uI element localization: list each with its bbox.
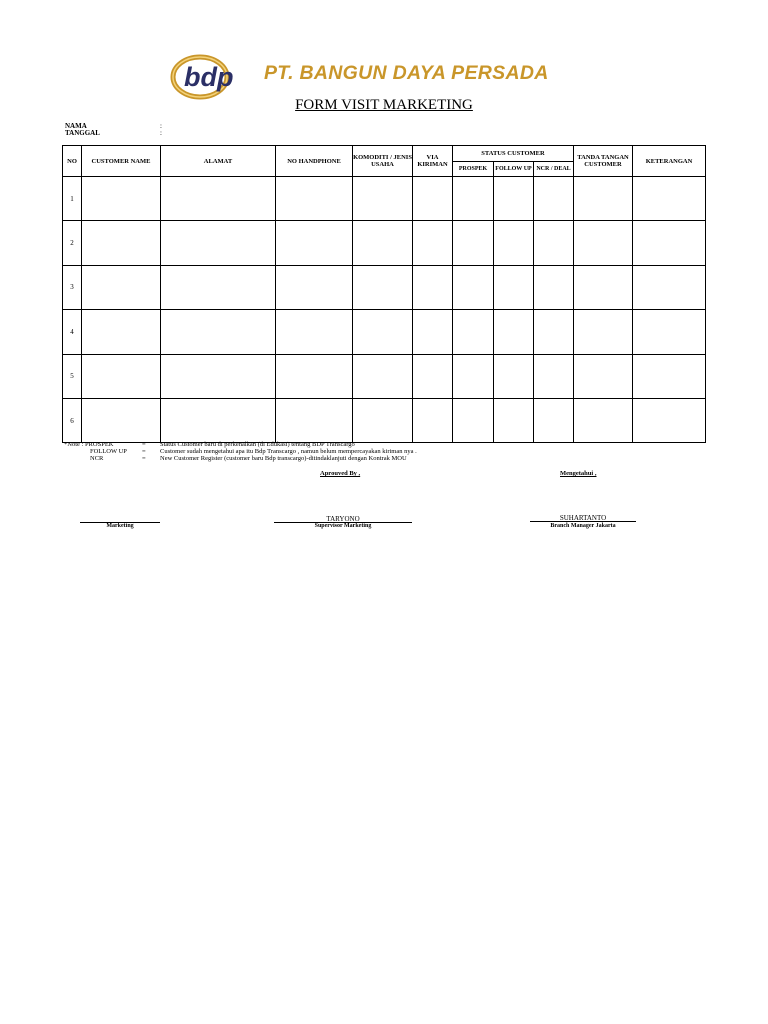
- company-name: PT. BANGUN DAYA PERSADA: [264, 62, 549, 84]
- tanggal-field: [65, 129, 162, 137]
- note-key: FOLLOW UP: [90, 448, 127, 456]
- row-number: 2: [63, 221, 82, 265]
- cell-follow-up[interactable]: [494, 310, 534, 354]
- cell-prospek[interactable]: [453, 177, 494, 221]
- cell-tanda-tangan[interactable]: [574, 177, 633, 221]
- form-title: FORM VISIT MARKETING: [295, 97, 473, 113]
- cell-no-handphone[interactable]: [276, 177, 353, 221]
- table-row: [63, 310, 706, 354]
- cell-komoditi[interactable]: [353, 310, 413, 354]
- cell-alamat[interactable]: [161, 177, 276, 221]
- cell-follow-up[interactable]: [494, 221, 534, 265]
- cell-ncr-deal[interactable]: [534, 221, 574, 265]
- note-value: Customer sudah mengetahui apa itu Bdp Transcargo , namun belum mempercayakan kiriman nya .: [160, 448, 417, 456]
- table-row: [63, 354, 706, 398]
- nama-label: NAMA: [65, 122, 87, 130]
- cell-customer-name[interactable]: [82, 221, 161, 265]
- header-ncr-deal: NCR / DEAL: [534, 162, 574, 177]
- cell-komoditi[interactable]: [353, 177, 413, 221]
- cell-via-kiriman[interactable]: [413, 221, 453, 265]
- cell-komoditi[interactable]: [353, 398, 413, 442]
- cell-ncr-deal[interactable]: [534, 310, 574, 354]
- manager-signature-line: [530, 521, 636, 522]
- note-value: New Customer Register (customer baru Bdp transcargo)-ditindaklanjuti dengan Kontrak MOU: [160, 455, 407, 463]
- company-logo: [170, 52, 610, 102]
- cell-no-handphone[interactable]: [276, 221, 353, 265]
- cell-tanda-tangan[interactable]: [574, 265, 633, 309]
- cell-ncr-deal[interactable]: [534, 398, 574, 442]
- cell-tanda-tangan[interactable]: [574, 354, 633, 398]
- cell-via-kiriman[interactable]: [413, 398, 453, 442]
- cell-prospek[interactable]: [453, 310, 494, 354]
- cell-ncr-deal[interactable]: [534, 177, 574, 221]
- header-follow-up: FOLLOW UP: [494, 162, 534, 177]
- cell-prospek[interactable]: [453, 354, 494, 398]
- header-via-kiriman: VIA KIRIMAN: [413, 146, 453, 177]
- cell-follow-up[interactable]: [494, 265, 534, 309]
- cell-ncr-deal[interactable]: [534, 354, 574, 398]
- cell-tanda-tangan[interactable]: [574, 221, 633, 265]
- table-row: [63, 177, 706, 221]
- cell-customer-name[interactable]: [82, 310, 161, 354]
- header-tanda-tangan: TANDA TANGAN CUSTOMER: [574, 146, 633, 177]
- cell-keterangan[interactable]: [633, 354, 706, 398]
- tanggal-label: TANGGAL: [65, 129, 100, 137]
- nama-colon: :: [160, 122, 162, 130]
- cell-komoditi[interactable]: [353, 221, 413, 265]
- cell-alamat[interactable]: [161, 265, 276, 309]
- marketing-role: Marketing: [106, 523, 134, 529]
- cell-alamat[interactable]: [161, 354, 276, 398]
- cell-no-handphone[interactable]: [276, 354, 353, 398]
- cell-keterangan[interactable]: [633, 265, 706, 309]
- header-no-handphone: NO HANDPHONE: [276, 146, 353, 177]
- table-row: [63, 221, 706, 265]
- cell-alamat[interactable]: [161, 310, 276, 354]
- bdp-logo-mark: [170, 52, 264, 102]
- manager-role: Branch Manager Jakarta: [550, 523, 616, 529]
- cell-no-handphone[interactable]: [276, 265, 353, 309]
- table-row: [63, 398, 706, 442]
- row-number: 5: [63, 354, 82, 398]
- cell-prospek[interactable]: [453, 221, 494, 265]
- cell-no-handphone[interactable]: [276, 310, 353, 354]
- supervisor-name: TARYONO: [326, 515, 360, 523]
- cell-via-kiriman[interactable]: [413, 177, 453, 221]
- mengetahui-label: Mengetahui ,: [560, 470, 597, 477]
- cell-tanda-tangan[interactable]: [574, 398, 633, 442]
- row-number: 4: [63, 310, 82, 354]
- cell-prospek[interactable]: [453, 398, 494, 442]
- note-equals: =: [142, 448, 146, 456]
- table-row: [63, 265, 706, 309]
- cell-no-handphone[interactable]: [276, 398, 353, 442]
- cell-follow-up[interactable]: [494, 354, 534, 398]
- cell-keterangan[interactable]: [633, 310, 706, 354]
- cell-tanda-tangan[interactable]: [574, 310, 633, 354]
- header-komoditi: KOMODITI / JENIS USAHA: [353, 146, 413, 177]
- cell-keterangan[interactable]: [633, 221, 706, 265]
- cell-follow-up[interactable]: [494, 398, 534, 442]
- header-no: NO: [63, 146, 82, 177]
- header-alamat: ALAMAT: [161, 146, 276, 177]
- cell-via-kiriman[interactable]: [413, 310, 453, 354]
- cell-prospek[interactable]: [453, 265, 494, 309]
- cell-customer-name[interactable]: [82, 354, 161, 398]
- manager-name: SUHARTANTO: [559, 514, 607, 522]
- cell-alamat[interactable]: [161, 398, 276, 442]
- cell-keterangan[interactable]: [633, 177, 706, 221]
- header-prospek: PROSPEK: [453, 162, 494, 177]
- note-equals: =: [142, 455, 146, 463]
- cell-alamat[interactable]: [161, 221, 276, 265]
- cell-customer-name[interactable]: [82, 177, 161, 221]
- cell-komoditi[interactable]: [353, 265, 413, 309]
- approved-by-label: Aprouved By ,: [320, 470, 361, 477]
- header-status-customer: STATUS CUSTOMER: [453, 146, 574, 162]
- cell-via-kiriman[interactable]: [413, 265, 453, 309]
- cell-keterangan[interactable]: [633, 398, 706, 442]
- supervisor-role: Supervisor Marketing: [314, 523, 372, 529]
- cell-via-kiriman[interactable]: [413, 354, 453, 398]
- note-key: NCR: [90, 455, 104, 463]
- visit-table: [62, 145, 706, 443]
- row-number: 6: [63, 398, 82, 442]
- logo-bdp-text: bdp: [184, 62, 234, 92]
- cell-ncr-deal[interactable]: [534, 265, 574, 309]
- note-value: Status Customer baru di perkenalkan (di Edukasi) tentang BDP Transcargo: [160, 441, 355, 448]
- cell-komoditi[interactable]: [353, 354, 413, 398]
- tanggal-colon: :: [160, 129, 162, 137]
- cell-follow-up[interactable]: [494, 177, 534, 221]
- note-equals: =: [142, 441, 146, 448]
- cell-customer-name[interactable]: [82, 398, 161, 442]
- note-key: *Note : PROSPEK: [64, 441, 114, 448]
- header-customer-name: CUSTOMER NAME: [82, 146, 161, 177]
- row-number: 1: [63, 177, 82, 221]
- cell-customer-name[interactable]: [82, 265, 161, 309]
- header-keterangan: KETERANGAN: [633, 146, 706, 177]
- row-number: 3: [63, 265, 82, 309]
